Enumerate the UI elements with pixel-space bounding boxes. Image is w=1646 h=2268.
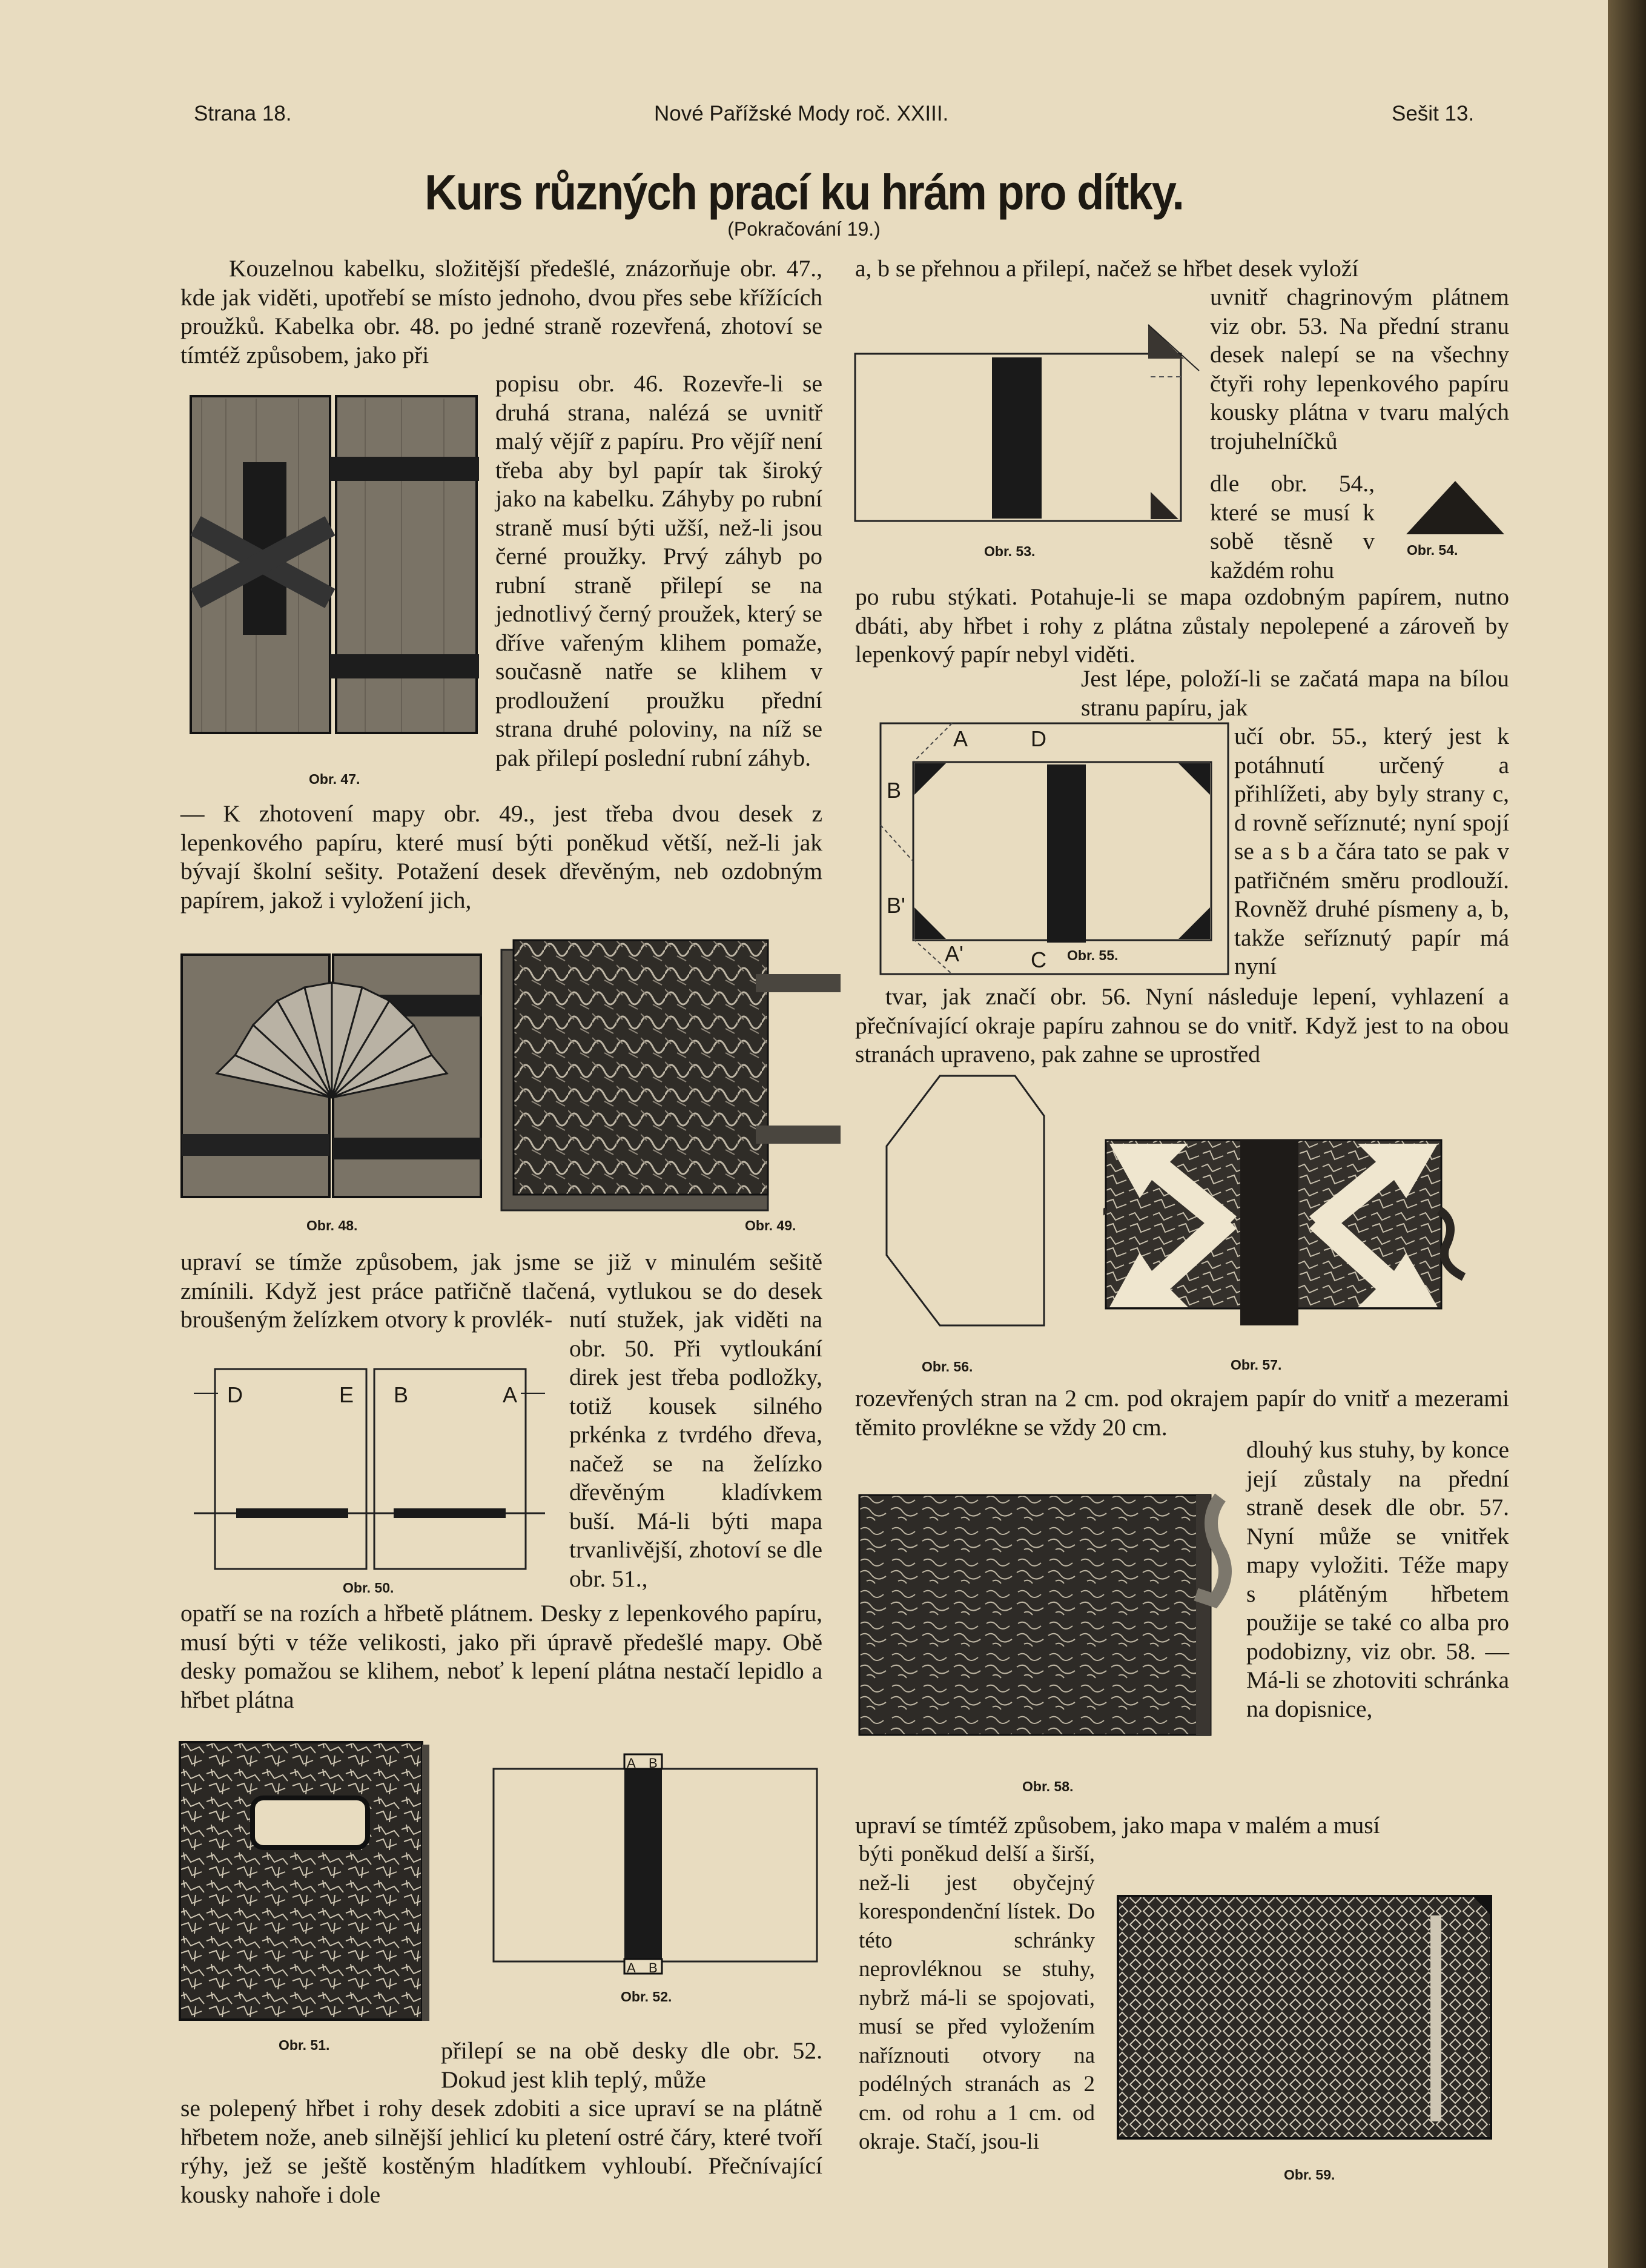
fig50-label-a: A: [503, 1382, 518, 1407]
figure-51-album: [177, 1740, 431, 2023]
right-paragraph-8: rozevřených stran na 2 cm. pod okrajem papír do vnitř a mezerami těmito provlékne se vždy 20 cm.: [855, 1385, 1509, 1441]
fig52-label-b-top: B: [649, 1756, 658, 1771]
caption-55: Obr. 55.: [1067, 947, 1119, 963]
book-spine-edge: [1608, 0, 1646, 2268]
figure-58-album: [857, 1491, 1242, 1739]
figure-56-cut-shape: [885, 1073, 1045, 1328]
right-paragraph-11: býti poněkud delší a širší, než-li jest obyčejný korespondenční lístek. Do této schránky neprovléknou se stuhy, nybrž má-li se spojovati, musí se před vyložením naříznouti otvory na podélných stranách as 2 cm. od rohu a 1 cm. od okraje. Stačí, jsou-li: [859, 1842, 1095, 2154]
right-paragraph-10: upraví se tímtéž způsobem, jako mapa v malém a musí: [855, 1812, 1380, 1839]
fig55-label-a-prime: A': [945, 941, 963, 966]
figure-57-open-map: [1103, 1138, 1467, 1331]
right-paragraph-1: a, b se přehnou a přilepí, načež se hřbet desek vyloží: [855, 255, 1359, 282]
paragraph-5: nutí stužek, jak viděti na obr. 50. Při vytloukání direk jest třeba podložky, totiž kousek silného prkénka z tvrdého dřeva, načež se na želízko dřevěným kladívkem buší. Má-li býti mapa trvanlivější, zhotoví se dle obr. 51.,: [569, 1306, 822, 1592]
caption-53: Obr. 53.: [984, 543, 1036, 559]
caption-48: Obr. 48.: [306, 1218, 358, 1233]
paragraph-4: upraví se tímže způsobem, jak jsme se již v minulém sešitě zmínili. Když jest práce patřičně tlačená, vytlukou se do desek broušeným želízkem otvory k provlék-: [180, 1248, 822, 1333]
right-paragraph-2: uvnitř chagrinovým plátnem viz obr. 53. Na přední stranu desek nalepí se na všechny čtyři rohy lepenkového papíru kousky plátna v tvaru malých trojuhelníčků: [1210, 284, 1509, 454]
figure-55-diagram: [879, 722, 1229, 975]
paragraph-6: opatří se na rozích a hřbetě plátnem. Desky z lepenkového papíru, musí býti v téže velikosti, jako při úpravě předešlé mapy. Obě desky pomažou se klihem, neboť k lepení plátna nestačí lepidlo a hřbet plátna: [180, 1600, 822, 1713]
figure-48-fan-bag: [180, 952, 482, 1201]
page-number: Strana 18.: [194, 102, 292, 125]
fig55-label-b-prime: B': [887, 893, 905, 918]
issue-number: Sešit 13.: [1392, 102, 1475, 125]
right-paragraph-4: po rubu stýkati. Potahuje-li se mapa ozdobným papírem, nutno dbáti, aby hřbet i rohy z plátna zůstaly nepolepené a zároveň by lepenkový papír nebyl viděti.: [855, 583, 1509, 668]
figure-52-spine-diagram: [492, 1752, 818, 1976]
fig50-label-d: D: [227, 1382, 243, 1407]
fig52-label-a-bottom: A: [627, 1960, 636, 1975]
caption-47: Obr. 47.: [309, 771, 360, 787]
caption-58: Obr. 58.: [1022, 1779, 1074, 1794]
paragraph-7: přilepí se na obě desky dle obr. 52. Dokud jest klih teplý, může: [441, 2037, 822, 2093]
article-subtitle: (Pokračování 19.): [727, 218, 881, 240]
caption-54: Obr. 54.: [1407, 542, 1458, 558]
figure-47-bag: [190, 393, 479, 738]
fig52-label-a-top: A: [627, 1756, 636, 1771]
figure-59-card-box: [1116, 1891, 1503, 2144]
caption-50: Obr. 50.: [343, 1580, 394, 1596]
caption-59: Obr. 59.: [1284, 2167, 1335, 2183]
caption-57: Obr. 57.: [1231, 1357, 1282, 1373]
figure-49-portfolio: [495, 938, 848, 1216]
figure-50-diagram: [194, 1357, 545, 1581]
right-paragraph-3: dle obr. 54., které se musí k sobě těsně v každém rohu: [1210, 470, 1375, 583]
fig55-label-b: B: [887, 778, 902, 803]
caption-49: Obr. 49.: [745, 1218, 796, 1233]
running-title: Nové Pařížské Mody roč. XXIII.: [654, 102, 949, 125]
right-paragraph-9: dlouhý kus stuhy, by konce její zůstaly na přední straně desek dle obr. 57. Nyní může se vnitřek mapy vyložiti. Téže mapy s plátěným hřbetem použije se také co alba pro podobizny, viz obr. 58. — Má-li se zhotoviti schránka na dopisnice,: [1246, 1436, 1509, 1722]
caption-52: Obr. 52.: [621, 1989, 672, 2004]
article-title: Kurs různých prací ku hrám pro dítky.: [425, 164, 1183, 220]
right-paragraph-5: Jest lépe, položí-li se začatá mapa na bílou stranu papíru, jak: [1081, 665, 1509, 721]
paragraph-1: Kouzelnou kabelku, složitější předešlé, znázorňuje obr. 47., kde jak viděti, upotřebí se místo jednoho, dvou přes sebe křížících proužků. Kabelka obr. 48. po jedné straně rozevřená, zhotoví se tímtéž způsobem, jako při: [180, 255, 822, 368]
caption-56: Obr. 56.: [922, 1359, 973, 1374]
fig55-label-d: D: [1031, 726, 1046, 751]
right-paragraph-7: tvar, jak značí obr. 56. Nyní následuje lepení, vyhlazení a přečnívající okraje papíru zahnou se do vnitř. Když jest to na obou stranách upraveno, pak zahne se uprostřed: [855, 983, 1509, 1067]
fig55-label-c: C: [1031, 947, 1046, 972]
fig50-label-e: E: [339, 1382, 354, 1407]
fig50-label-b: B: [394, 1382, 409, 1407]
fig55-label-a: A: [953, 726, 968, 751]
fig52-label-b-bottom: B: [649, 1960, 658, 1975]
paragraph-2: popisu obr. 46. Rozevře-li se druhá strana, nalézá se uvnitř malý vějíř z papíru. Pro vějíř není třeba aby byl papír tak široký jako na kabelku. Záhyby po rubní straně musí býti užší, než-li jsou černé proužky. Prvý záhyb po rubní straně přilepí se na jednotlivý černý proužek, který se dříve vařeným klihem pomaže, současně natře se klihem v prodloužení proužku přední strana druhé poloviny, na níž se pak přilepí poslední rubní záhyb.: [495, 370, 822, 771]
caption-51: Obr. 51.: [279, 2037, 330, 2053]
paragraph-3: — K zhotovení mapy obr. 49., jest třeba dvou desek z lepenkového papíru, které musí býti poněkud větší, než-li jak bývají školní sešity. Potažení desek dřevěným, neb ozdobným papírem, jakož i vyložení jich,: [180, 800, 822, 913]
paragraph-8: se polepený hřbet i rohy desek zdobiti a sice upraví se na plátně hřbetem nože, aneb silnější jehlicí ku pletení ostré čáry, které tvoří rýhy, jež se ještě kostěným hladítkem vyhloubí. Přečnívající kousky nahoře i dole: [180, 2095, 822, 2208]
figure-53-diagram: [854, 322, 1204, 528]
right-paragraph-6: učí obr. 55., který jest k potáhnutí určený a přihlížeti, aby byly strany c, d rovně seříznuté; nyní spojí se a s b a čára tato se pak v patřičném směru prodlouží. Rovněž druhé písmeny a, b, takže seříznutý papír má nyní: [1234, 723, 1509, 980]
figure-54-triangle: [1404, 479, 1507, 537]
